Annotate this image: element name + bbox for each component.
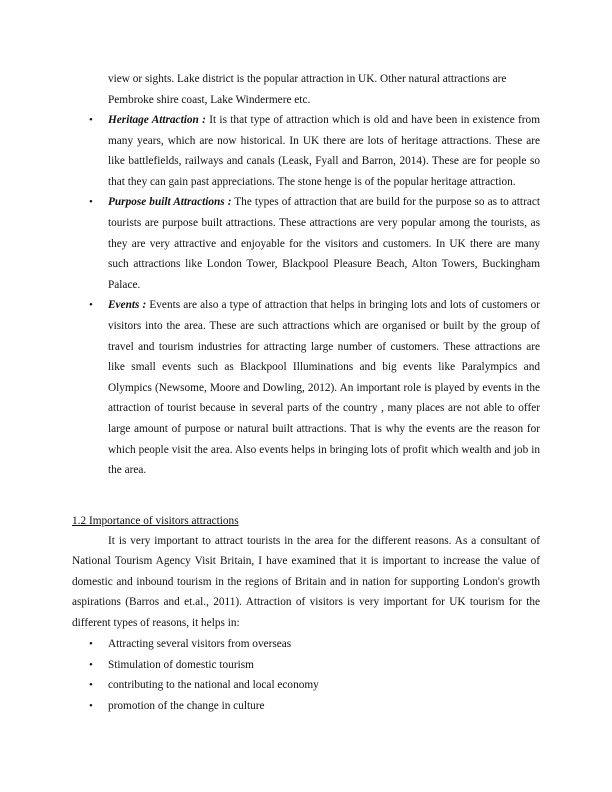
helps-list-item	[0, 675, 612, 696]
bullet-dot-icon: •	[89, 196, 93, 209]
bullet-dot-icon: •	[89, 658, 93, 671]
attraction-types-list	[0, 110, 612, 481]
bullet-purpose-built-attractions	[0, 192, 540, 295]
bullet-dot-icon: •	[89, 638, 93, 650]
section-paragraph: It is very important to attract tourists in the area for the different reasons. As a consultant of National Tourism Agency Visit Britain, I have examined that it is important to increase the value of domestic and inbound tourism in the regions of Britain and in nation for supporting London's growth aspirations (Barros and et.al., 2011). Attraction of visitors is very important for UK tourism for the different types of reasons, it helps in:	[72, 535, 540, 629]
bullet-dot-icon: •	[89, 699, 93, 712]
section-heading: 1.2 Importance of visitors attractions	[72, 515, 239, 527]
intro-line-1: view or sights. Lake district is the popular attraction in UK. Other natural attractions are	[108, 73, 507, 85]
intro-line-2: Pembroke shire coast, Lake Windermere etc.	[108, 93, 311, 106]
bullet-term: Purpose built Attractions :	[108, 196, 232, 209]
bullet-text: It is that type of attraction which is old and have been in existence from many years, which are now historical. In UK there are lots of heritage attractions. These are like battlefields, railways and canals (Leask, Fyall and Barron, 2014). These are for people so that they can gain past appreciations. The stone henge is of the popular heritage attraction.	[108, 114, 540, 188]
helps-list	[0, 634, 612, 716]
bullet-term: Events :	[108, 299, 147, 312]
helps-item-text: contributing to the national and local economy	[108, 679, 319, 692]
helps-list-item	[0, 655, 612, 676]
bullet-heritage-attraction	[0, 110, 540, 192]
helps-list-item	[0, 634, 612, 655]
helps-item-text: promotion of the change in culture	[108, 699, 265, 712]
helps-item-text: Stimulation of domestic tourism	[108, 658, 254, 671]
bullet-text: The types of attraction that are build for the purpose so as to attract tourists are purpose built attractions. These attractions are very popular among the tourists, as they are very attractive and enjoyable for the visitors and customers. In UK there are many such attractions like London Tower, Blackpool Pleasure Beach, Alton Towers, Buckingham Palace.	[108, 196, 540, 291]
helps-item-text: Attracting several visitors from overseas	[108, 638, 292, 650]
bullet-text: Events are also a type of attraction that helps in bringing lots and lots of customers or visitors into the area. These are such attractions which are organised or built by the group of travel and tourism industries for attracting large number of customers. These attractions are like small events such as Blackpool Illuminations and big events like Paralympics and Olympics (Newsome, Moore and Dowling, 2012). An important role is played by events in the attraction of tourist because in several parts of the country , many places are not able to offer large amount of purpose or natural built attractions. That is why the events are the reason for which people visit the area. Also events helps in bringing lots of profit which wealth and job in the area.	[108, 299, 540, 477]
intro-continuation	[108, 69, 540, 110]
bullet-dot-icon: •	[89, 299, 93, 312]
bullet-dot-icon: •	[89, 679, 93, 692]
bullet-dot-icon: •	[89, 114, 93, 126]
bullet-events	[0, 295, 540, 480]
helps-list-item	[0, 696, 612, 717]
bullet-term: Heritage Attraction :	[108, 114, 206, 126]
